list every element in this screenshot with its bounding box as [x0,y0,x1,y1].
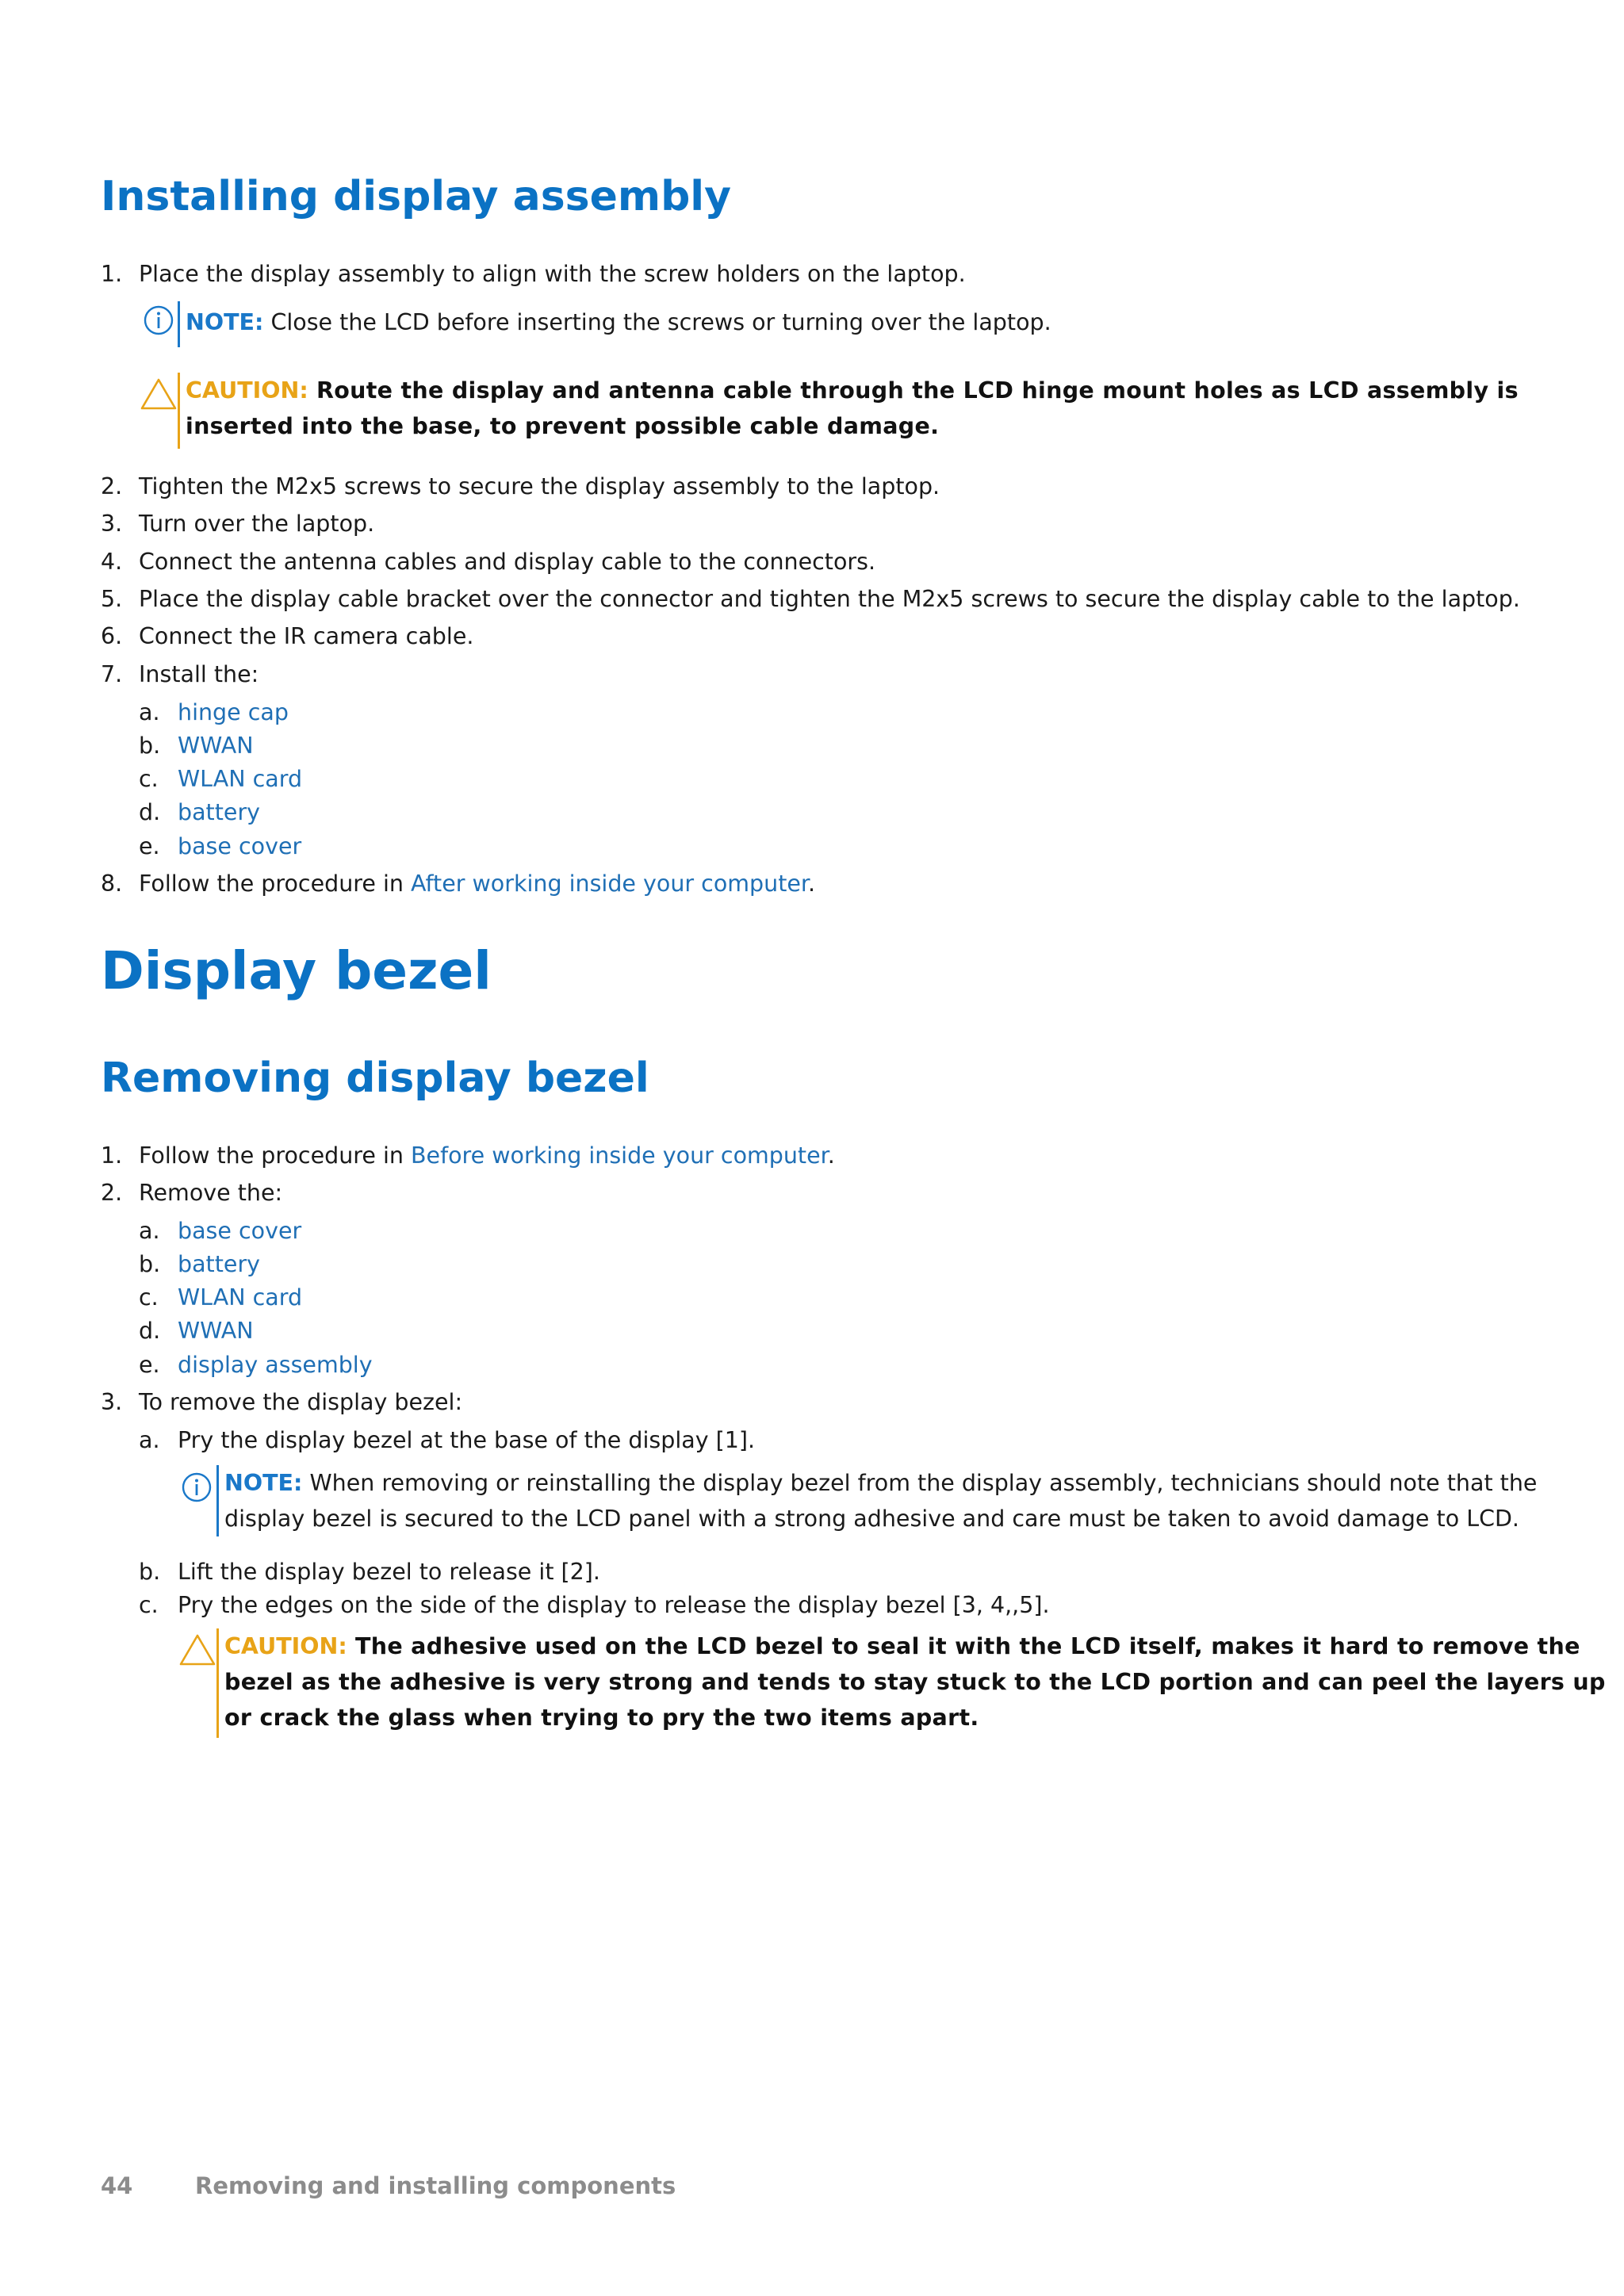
list-letter: a. [139,699,160,725]
note-callout [216,1465,1565,1536]
note-label: NOTE: [186,309,264,335]
link-before-working-inside[interactable]: Before working inside your computer [411,1142,828,1169]
list-letter: b. [139,1559,161,1585]
link-display-assembly[interactable]: display assembly [178,1352,373,1378]
step-text: Remove the: [139,1180,283,1206]
link-wlan-card[interactable]: WLAN card [178,766,303,792]
link-battery[interactable]: battery [178,1251,261,1277]
caution-icon [140,377,178,411]
note-text-line2: display bezel is secured to the LCD panel with a strong adhesive and care must be taken to avoid damage to LCD. [224,1506,1519,1532]
link-base-cover[interactable]: base cover [178,833,302,859]
info-icon [181,1471,213,1503]
list-letter: b. [139,1251,161,1277]
note-text-line1: When removing or reinstalling the display bezel from the display assembly, technicians should note that the [302,1470,1538,1496]
list-letter: c. [139,1284,159,1311]
step-number: 2. [101,1180,123,1206]
step-text: Place the display cable bracket over the connector and tighten the M2x5 screws to secure the display cable to the laptop. [139,586,1520,612]
caution-text-line1: The adhesive used on the LCD bezel to seal it with the LCD itself, makes it hard to remove the [347,1633,1580,1659]
caution-label: CAUTION: [186,377,308,404]
list-letter: a. [139,1218,160,1244]
chapter-title-display-bezel: Display bezel [101,940,492,1001]
list-letter: c. [139,1592,159,1618]
step-number: 6. [101,623,123,649]
caution-bar [178,373,180,449]
caution-bar [216,1628,219,1738]
substep-text: Pry the display bezel at the base of the display [1]. [178,1427,756,1453]
step-number: 5. [101,586,123,612]
footer-section-name: Removing and installing components [195,2172,676,2199]
caution-text-line2: inserted into the base, to prevent possible cable damage. [186,413,940,439]
step-number: 1. [101,1142,123,1169]
note-callout [178,301,1542,347]
step-number: 2. [101,473,123,499]
step-text: Connect the IR camera cable. [139,623,474,649]
step-number: 1. [101,261,123,287]
section-title-installing-display-assembly: Installing display assembly [101,173,732,220]
link-battery[interactable]: battery [178,799,261,825]
caution-callout [178,373,1542,449]
step-text: Turn over the laptop. [139,511,375,537]
list-letter: d. [139,1318,161,1344]
step-number: 8. [101,871,123,897]
section-title-removing-display-bezel: Removing display bezel [101,1054,649,1102]
step-number: 3. [101,1389,123,1415]
page-number: 44 [101,2172,133,2199]
note-text: Close the LCD before inserting the screws or turning over the laptop. [263,309,1051,335]
link-hinge-cap[interactable]: hinge cap [178,699,289,725]
caution-text-line3: or crack the glass when trying to pry the two items apart. [224,1705,979,1731]
substep-text: Pry the edges on the side of the display to release the display bezel [3, 4,,5]. [178,1592,1050,1618]
step-number: 3. [101,511,123,537]
step-text: Install the: [139,661,259,687]
list-letter: a. [139,1427,160,1453]
info-icon [143,304,174,336]
link-wwan[interactable]: WWAN [178,1318,254,1344]
step-text: Follow the procedure in [139,871,411,897]
link-wlan-card[interactable]: WLAN card [178,1284,303,1311]
note-bar [216,1465,219,1536]
list-letter: e. [139,833,160,859]
step-text: Follow the procedure in [139,1142,411,1169]
step-text: Connect the antenna cables and display cable to the connectors. [139,549,876,575]
note-bar [178,301,180,347]
caution-label: CAUTION: [224,1633,347,1659]
substep-text: Lift the display bezel to release it [2]. [178,1559,600,1585]
list-letter: b. [139,733,161,759]
caution-callout [216,1628,1606,1738]
caution-text-line2: bezel as the adhesive is very strong and tends to stay stuck to the LCD portion and can peel the layers up [224,1669,1606,1695]
list-letter: e. [139,1352,160,1378]
link-wwan[interactable]: WWAN [178,733,254,759]
step-text: Tighten the M2x5 screws to secure the display assembly to the laptop. [139,473,940,499]
step-text: Place the display assembly to align with the screw holders on the laptop. [139,261,966,287]
step-text: To remove the display bezel: [139,1389,463,1415]
caution-icon [178,1633,216,1667]
list-letter: c. [139,766,159,792]
link-after-working-inside[interactable]: After working inside your computer [411,871,809,897]
step-number: 4. [101,549,123,575]
list-letter: d. [139,799,161,825]
note-label: NOTE: [224,1470,303,1496]
step-number: 7. [101,661,123,687]
link-base-cover[interactable]: base cover [178,1218,302,1244]
caution-text-line1: Route the display and antenna cable through the LCD hinge mount holes as LCD assembly is [308,377,1519,404]
